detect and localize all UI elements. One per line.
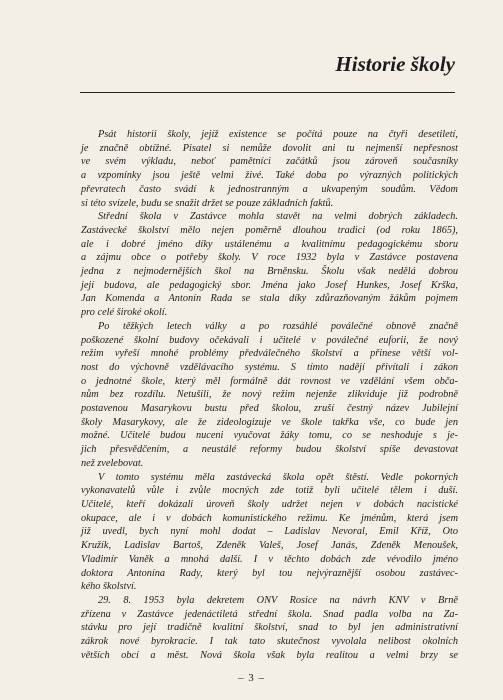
text-line: a zájmu obce o potřeby školy. V roce 1932 byla v Zastávce postavena — [81, 252, 458, 264]
text-line: zákrok nové byrokracie. I tak tato skutečnost vyvolala nelibost okolních — [81, 636, 458, 648]
text-line: 29. 8. 1953 byla dekretem ONV Rosice na návrh KNV v Brně — [98, 594, 458, 606]
text-line: zřízena v Zastávce jedenáctiletá střední škola. Snad padla volba na Za- — [81, 608, 458, 620]
text-line: poškozené školní budovy očekávali i učitelé v poválečné euforii, že nový — [81, 334, 458, 346]
text-line: režim vyřeší mnohé problémy předválečného školství a přinese větší vol- — [81, 348, 458, 360]
text-line: o jednotné škole, který měl formálně dát rovnost ve vzdělání všem obča- — [81, 375, 458, 387]
text-line: a vzpomínky jsou ještě velmi živé. Také doba po výrazných politických — [81, 170, 458, 182]
text-line: Jan Komenda a Antonín Rada se stala díky zdůrazňovaným žákům pojmem — [81, 293, 458, 305]
text-line: Psát historii školy, jejíž existence se počítá pouze na čtyři desetiletí, — [98, 129, 458, 140]
text-line: Po těžkých letech války a po rozsáhlé poválečné obnově značně — [98, 320, 458, 332]
text-line: její budova, ale pedagogický sbor. Jména jako Josef Hunkes, Josef Krška, — [81, 279, 458, 291]
text-line: Vladimír Vaněk a mnohá další. I v těchto dobách zde vévodilo jméno — [81, 553, 458, 565]
text-line: možné. Učitelé budou nuceni vyučovat žáky tomu, co se neshoduje s je- — [81, 430, 458, 442]
text-line: stávku pro její tradičně kvalitní školství, snad to byl jen administrativní — [81, 622, 458, 634]
page-title: Historie školy — [335, 52, 455, 76]
text-line: vykonavatelů vůle i zvůle mocných zde totiž byli učitelé tělem i duší. — [81, 485, 458, 497]
text-line: školy Masarykovy, ale že zideologizuje ve škole takřka vše, co bude jen — [81, 416, 458, 428]
text-line: doktora Antonína Rady, který byl tou nejvýraznější osobou zastávec- — [81, 567, 458, 579]
text-line: je značně obtížné. Pisatel si nemůže dovolit ani tu nejmenší nepřesnost — [81, 142, 458, 154]
text-line: okupace, ale i v dobách komunistického režimu. Ke jménům, která jsem — [81, 512, 458, 524]
text-line: postavenou Masarykovu bustu před školou, zruší čestný název Jubilejní — [81, 403, 458, 415]
text-line: nům bez rozdílu. Netušili, že nový režim nejenže zlikviduje již podrobně — [81, 389, 458, 401]
text-line: Zastávecké školství mělo nejen poměrně dlouhou tradici (od roku 1865), — [81, 224, 458, 236]
title-underline — [80, 92, 455, 93]
text-line: pro celé široké okolí. — [81, 307, 168, 319]
text-line: větších obcí a měst. Nová škola však byla realitou a velmi brzy se — [81, 649, 458, 661]
text-line: Střední škola v Zastávce mohla stavět na velmi dobrých základech. — [98, 211, 458, 223]
text-line: převratech často svádí k jednostranným a ukvapeným soudům. Vědom — [81, 183, 458, 195]
text-line: Kružík, Ladislav Bartoš, Zdeněk Valeš, Josef Janás, Zdeněk Menoušek, — [81, 540, 458, 552]
page-number: – 3 – — [238, 672, 265, 684]
text-line: Učitelé, kteří dokázali úroveň školy udržet nejen v dobách nacistické — [81, 498, 458, 510]
text-line: kého školství. — [81, 581, 137, 593]
text-line: jich přesvědčením, a neustálé reformy budou školství spíše devastovat — [81, 444, 458, 456]
text-line: ale i dobré jméno díky ustálenému a kvalitnímu pedagogickému sboru — [81, 238, 458, 250]
text-line: než zvelebovat. — [81, 457, 144, 469]
text-line: nost do výchovně vzdělávacího systému. S tímto nadějí přivítali i zákon — [81, 361, 458, 373]
body-text — [81, 128, 458, 662]
text-line: jedna z nejmodernějších škol na Brněnsku. Školu však nedělá dobrou — [81, 266, 458, 278]
text-line: již uvedl, bych nyní mohl dodat – Ladislav Nevoral, Emil Kříž, Oto — [81, 526, 458, 538]
text-line: si této svízele, budu se snažit držet se pouze základních faktů. — [81, 197, 334, 209]
text-line: V tomto systému měla zastávecká škola opět štěstí. Vedle pokorných — [98, 471, 458, 483]
text-line: ve svém výkladu, neboť pamětníci začátků jsou zároveň současníky — [81, 156, 458, 168]
